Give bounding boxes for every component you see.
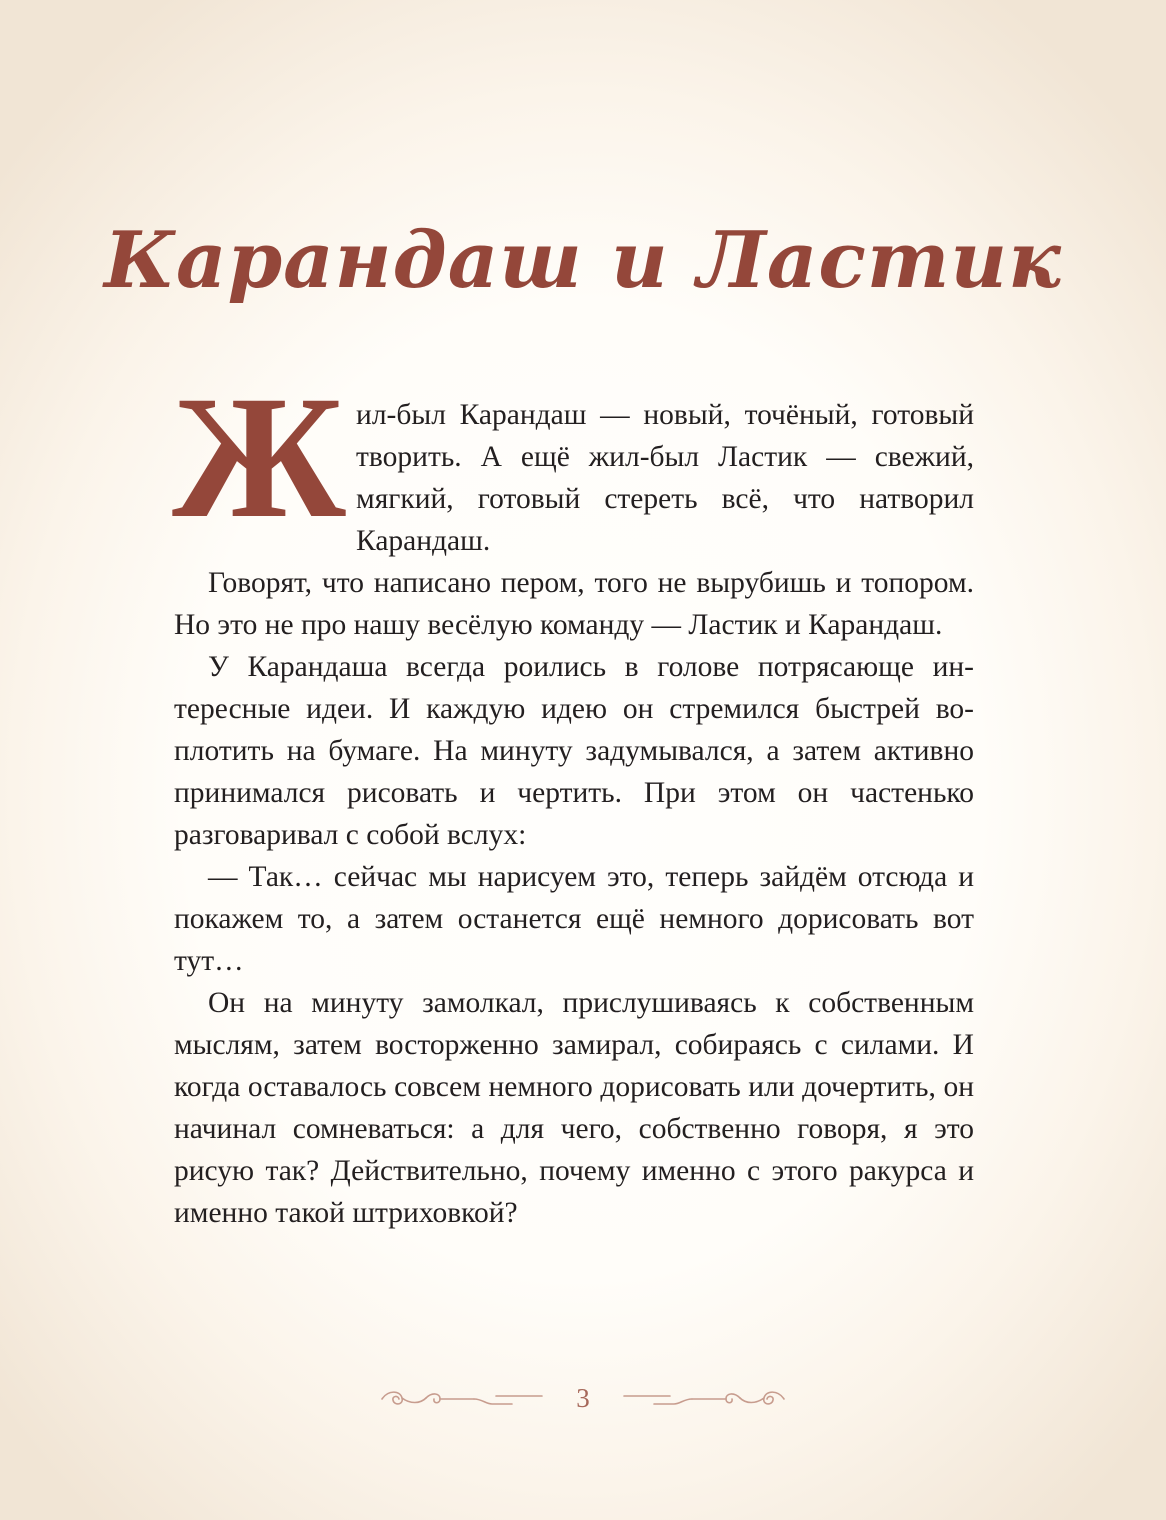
paragraph-5: Он на минуту замолкал, прислушиваясь к собственным мыслям, затем восторженно замирал, собираясь с силами. И когда оставалось совсем немного дорисовать или дочертить, он начинал сомневаться: а для чего, собственно говоря, я это рисую так? Действительно, почему именно с этого ракурса и именно такой штриховкой?	[174, 987, 974, 1229]
page-footer	[0, 1378, 1166, 1418]
body-text	[172, 360, 974, 1234]
paragraph-1	[172, 360, 974, 562]
paragraph-4: — Так… сейчас мы нарисуем это, теперь зайдём отсюда и покажем то, а затем останется ещё немного дорисовать вот тут…	[174, 861, 974, 977]
right-flourish-icon	[608, 1386, 788, 1410]
paragraph-2: Говорят, что написано пером, того не вырубишь и топором. Но это не про нашу весёлую команду — Ластик и Карандаш.	[174, 567, 974, 641]
page-number: 3	[576, 1383, 590, 1413]
chapter-title: Карандаш и Ластик	[104, 215, 1062, 306]
paragraph-1-text: ил-был Карандаш — новый, точёный, готовый творить. А ещё жил-был Ластик — свежий, мягкий, готовый стереть всё, что натворил Карандаш.	[356, 399, 974, 557]
left-flourish-icon	[378, 1386, 558, 1410]
drop-cap: Ж	[172, 360, 347, 555]
paragraph-3: У Карандаша всегда роились в голове потрясающе интересные идеи. И каждую идею он стремился быстрей воплотить на бумаге. На минуту задумывался, а затем активно принимался рисовать и чертить. При этом он частенько разговаривал с собой вслух:	[174, 651, 974, 851]
